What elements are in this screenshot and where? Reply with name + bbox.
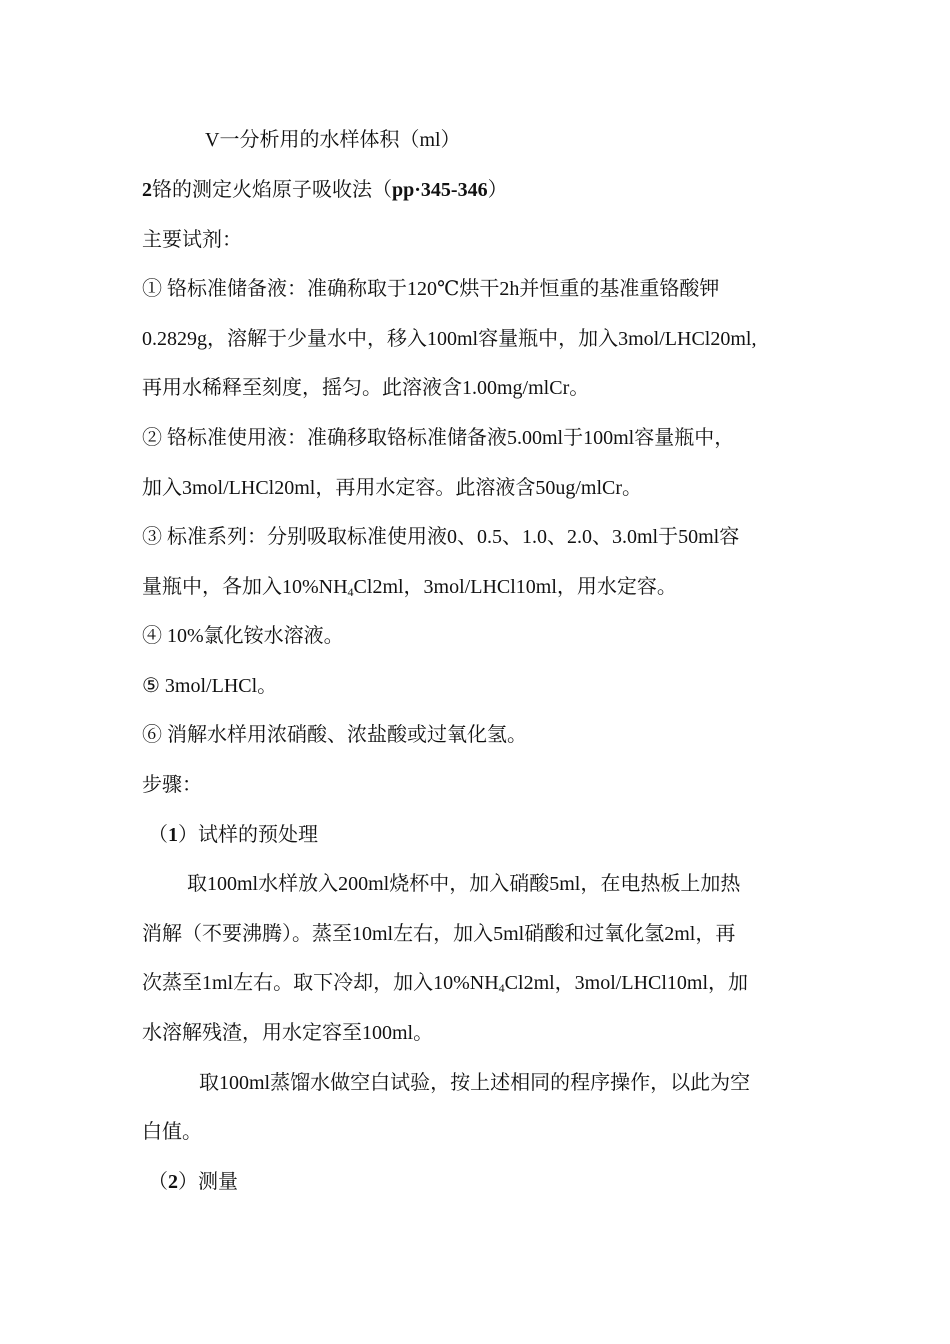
step1-para-line4: 水溶解残渣，用水定容至100ml。 — [142, 1022, 434, 1044]
step1-para-line3 — [142, 970, 748, 996]
reagent3-line2-part-b: Cl2ml，3mol/LHCl10ml，用水定容。 — [353, 576, 677, 598]
step1-number: 1 — [168, 824, 178, 846]
step1-line3-part-a: 次蒸至1ml左右。取下冷却，加入10%NH — [142, 972, 499, 994]
step1-para-line2: 消解（不要沸腾）。蒸至10ml左右，加入5ml硝酸和过氧化氢2ml，再 — [142, 923, 736, 945]
step2-open-paren: （ — [148, 1171, 168, 1193]
reagent6: ⑥ 消解水样用浓硝酸、浓盐酸或过氧化氢。 — [142, 724, 527, 746]
reagent1-line3: 再用水稀释至刻度，摇匀。此溶液含1.00mg/mlCr。 — [142, 377, 590, 399]
reagents-label: 主要试剂： — [142, 229, 242, 251]
blank-para-line1: 取100ml蒸馏水做空白试验，按上述相同的程序操作，以此为空 — [199, 1072, 751, 1094]
reagent2-line2: 加入3mol/LHCl20ml，再用水定容。此溶液含50ug/mlCr。 — [142, 477, 643, 499]
step1-line3-part-b: Cl2ml，3mol/LHCl10ml，加 — [504, 972, 749, 994]
section-heading — [142, 177, 508, 203]
section-number: 2 — [142, 179, 152, 201]
blank-para-line2: 白值。 — [142, 1121, 202, 1143]
step2-heading — [148, 1169, 238, 1195]
reagent5: ⑤ 3mol/LHCl。 — [142, 675, 278, 697]
step2-number: 2 — [168, 1171, 178, 1193]
step1-para-line1: 取100ml水样放入200ml烧杯中，加入硝酸5ml，在电热板上加热 — [187, 873, 741, 895]
step1-heading — [148, 822, 318, 848]
reagent3-line1: ③ 标准系列：分别吸取标准使用液0、0.5、1.0、2.0、3.0ml于50ml容 — [142, 526, 740, 548]
reagent3-subscript: 4 — [347, 585, 354, 599]
section-title: 铬的测定火焰原子吸收法（ — [152, 179, 392, 201]
step1-title: ）试样的预处理 — [178, 824, 318, 846]
reagent3-line2 — [142, 574, 677, 600]
variable-note: V一分析用的水样体积（ml） — [205, 129, 461, 151]
step2-title: ）测量 — [178, 1171, 238, 1193]
steps-label: 步骤： — [142, 774, 202, 796]
reagent3-line2-part-a: 量瓶中，各加入10%NH — [142, 576, 348, 598]
reagent1-line2: 0.2829g，溶解于少量水中，移入100ml容量瓶中，加入3mol/LHCl20ml, — [142, 328, 757, 350]
section-close: ） — [487, 179, 508, 201]
step1-subscript: 4 — [498, 981, 505, 995]
section-pages: pp·345-346 — [392, 179, 488, 201]
reagent4: ④ 10%氯化铵水溶液。 — [142, 625, 344, 647]
reagent1-line1: ① 铬标准储备液：准确称取于120℃烘干2h并恒重的基准重铬酸钾 — [142, 278, 720, 300]
reagent2-line1: ② 铬标准使用液：准确移取铬标准储备液5.00ml于100ml容量瓶中， — [142, 427, 735, 449]
step1-open-paren: （ — [148, 824, 168, 846]
